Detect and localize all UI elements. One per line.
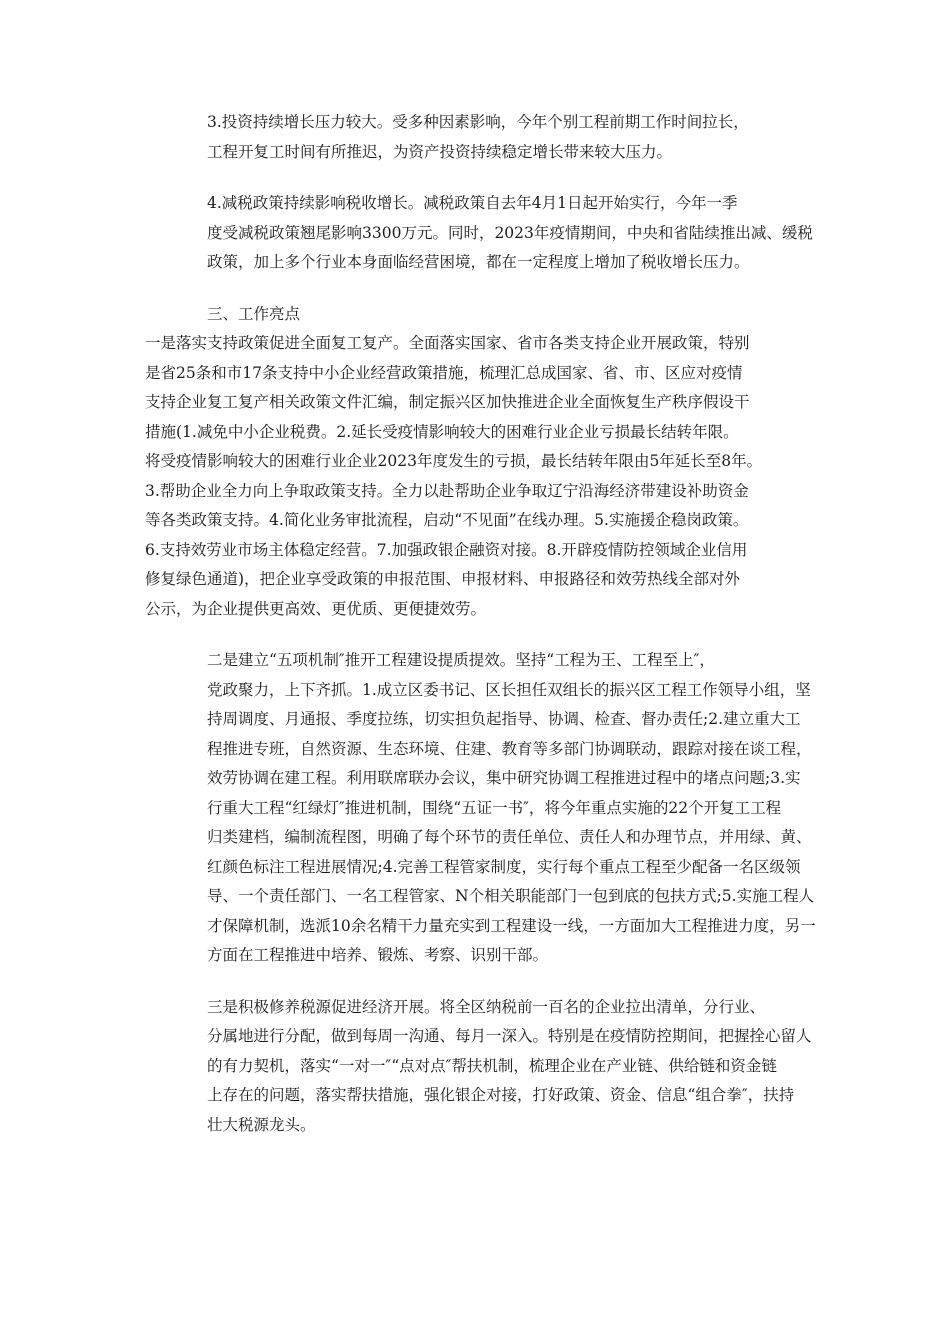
- text-line: 工程开复工时间有所推迟，为资产投资持续稳定增长带来较大压力。: [207, 142, 673, 161]
- text-line: 一是落实支持政策促进全面复工复产。全面落实国家、省市各类支持企业开展政策，特别: [145, 334, 750, 352]
- text-line: 壮大税源龙头。: [207, 1115, 316, 1134]
- text-line: 效劳协调在建工程。利用联席联办会议，集中研究协调工程推进过程中的堵点问题;3.实: [207, 769, 801, 787]
- text-line: 是省25条和市17条支持中小企业经营政策措施，梳理汇总成国家、省、市、区应对疫情: [145, 363, 743, 382]
- paragraph-tax-reduction: [145, 189, 815, 278]
- text-line: 政策，加上多个行业本身面临经营困境，都在一定程度上增加了税收增长压力。: [207, 253, 750, 271]
- text-line: 党政聚力，上下齐抓。1.成立区委书记、区长担任双组长的振兴区工程工作领导小组，坚: [207, 680, 811, 699]
- text-line: 度受减税政策翘尾影响3300万元。同时，2023年疫情期间，中央和省陆续推出减、缓税: [207, 223, 813, 242]
- text-line: 支持企业复工复产相关政策文件汇编，制定振兴区加快推进企业全面恢复生产秩序假设干: [145, 393, 750, 411]
- paragraph-policy-support: [145, 329, 815, 624]
- paragraph-tax-sources: [145, 993, 815, 1141]
- text-line: 将受疫情影响较大的困难行业企业2023年度发生的亏损，最长结转年限由5年延长至8年。: [145, 452, 763, 470]
- text-line: 上存在的问题，落实帮扶措施，强化银企对接，打好政策、资金、信息“组合拳″，扶持: [207, 1086, 795, 1104]
- text-line: 持周调度、月通报、季度拉练，切实担负起指导、协调、检查、督办责任;2.建立重大工: [207, 710, 801, 728]
- text-line: 红颜色标注工程进展情况;4.完善工程管家制度，实行每个重点工程至少配备一名区级领: [207, 857, 801, 876]
- text-line: 才保障机制，选派10余名精干力量充实到工程建设一线，一方面加大工程推进力度，另一: [207, 916, 816, 935]
- text-line: 措施(1.减免中小企业税费。2.延长受疫情影响较大的困难行业企业亏损最长结转年限。: [145, 422, 739, 441]
- text-line: 分属地进行分配，做到每周一沟通、每月一深入。特别是在疫情防控期间，把握拴心留人: [207, 1027, 812, 1045]
- text-line: 程推进专班，自然资源、生态环境、住建、教育等多部门协调联动，跟踪对接在谈工程，: [207, 739, 812, 758]
- section-heading: 三、工作亮点: [207, 304, 301, 323]
- text-line: 等各类政策支持。4.简化业务审批流程，启动“不见面”在线办理。5.实施援企稳岗政策。: [145, 511, 749, 529]
- text-line: 二是建立“五项机制″推开工程建设提质提效。坚持“工程为王、工程至上″，: [207, 651, 715, 669]
- text-line: 修复绿色通道)，把企业享受政策的申报范围、申报材料、申报路径和效劳热线全部对外: [145, 570, 741, 588]
- text-line: 归类建档，编制流程图，明确了每个环节的责任单位、责任人和办理节点，并用绿、黄、: [207, 828, 812, 846]
- text-line: 公示，为企业提供更高效、更优质、更便捷效劳。: [145, 599, 487, 618]
- text-line: 的有力契机，落实“一对一″“点对点″帮扶机制，梳理企业在产业链、供给链和资金链: [207, 1056, 777, 1075]
- document-body: [145, 108, 815, 1140]
- text-line: 3.帮助企业全力向上争取政策支持。全力以赴帮助企业争取辽宁沿海经济带建设补助资金: [145, 481, 749, 500]
- text-line: 3.投资持续增长压力较大。受多种因素影响，今年个别工程前期工作时间拉长，: [207, 113, 749, 131]
- paragraph-investment-pressure: [145, 108, 815, 167]
- text-line: 4.减税政策持续影响税收增长。减税政策自去年4月1日起开始实行，今年一季: [207, 194, 738, 212]
- text-line: 导、一个责任部门、一名工程管家、N个相关职能部门一包到底的包扶方式;5.实施工程人: [207, 887, 815, 905]
- text-line: 6.支持效劳业市场主体稳定经营。7.加强政银企融资对接。8.开辟疫情防控领域企业信用: [145, 540, 748, 559]
- text-line: 行重大工程“红绿灯″推进机制，围绕“五证一书″，将今年重点实施的22个开复工工程: [207, 798, 782, 817]
- paragraph-five-mechanisms: [145, 646, 815, 971]
- text-line: 三是积极修养税源促进经济开展。将全区纳税前一百名的企业拉出清单，分行业、: [207, 997, 766, 1016]
- text-line: 方面在工程推进中培养、锻炼、考察、识别干部。: [207, 946, 549, 964]
